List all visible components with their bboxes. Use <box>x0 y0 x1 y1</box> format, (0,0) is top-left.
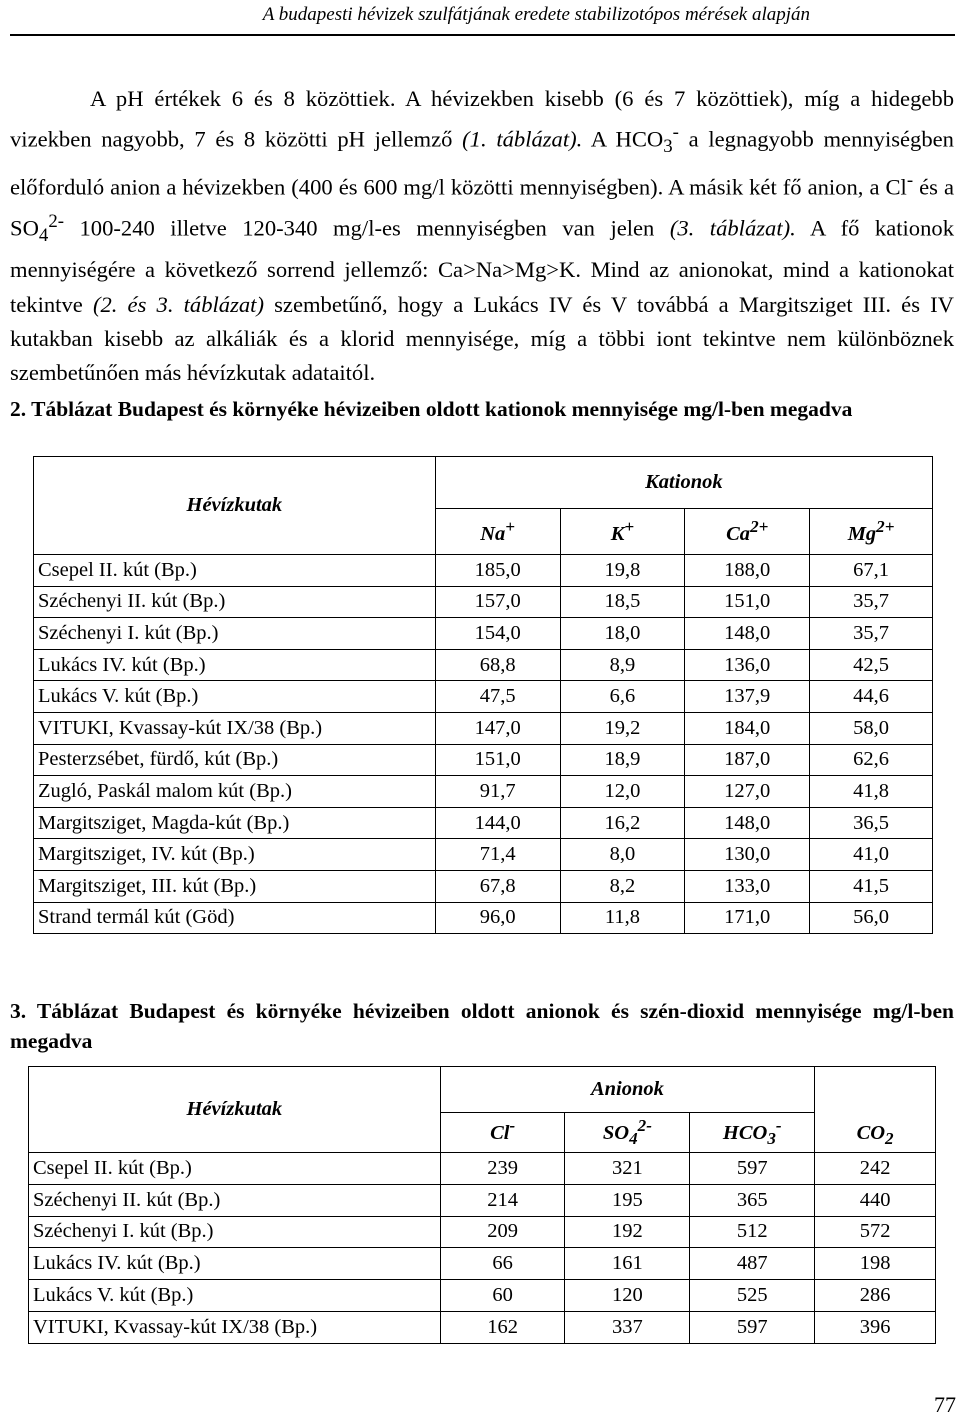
table-ref: (2. és 3. táblázat) <box>92 291 264 317</box>
text-span: A pH értékek 6 és 8 közöttiek. A hévizekben kisebb (6 és 7 közöttiek), míg a hidegebb vizekben nagyobb, 7 és 8 közötti pH jellemző <box>10 86 954 152</box>
table3-caption: 3. Táblázat Budapest és környéke hévizeiben oldott anionok és szén-dioxid mennyisége mg/l-ben megadva <box>10 999 954 1053</box>
table-row <box>34 586 933 618</box>
table-row <box>34 776 933 808</box>
value-cell: 239 <box>440 1153 565 1185</box>
well-name: VITUKI, Kvassay-kút IX/38 (Bp.) <box>29 1311 441 1343</box>
well-name: Strand termál kút (Göd) <box>34 902 436 934</box>
paragraph-text <box>10 82 954 390</box>
value-cell: 68,8 <box>435 649 560 681</box>
text-span: szembetűnő, hogy a Lukács IV és V továbbá a Margitsziget III. és IV kutakban kisebb az alkáliák és a klorid mennyisége, míg a többi iont tekintve nem különböznek szembetűnően más hévízkutak adataitól. <box>10 291 954 386</box>
value-cell: 184,0 <box>685 712 810 744</box>
value-cell: 214 <box>440 1184 565 1216</box>
value-cell: 41,0 <box>810 839 933 871</box>
value-cell: 18,9 <box>560 744 685 776</box>
table-row <box>34 555 933 587</box>
well-name: Zugló, Paskál malom kút (Bp.) <box>34 776 436 808</box>
column-header: $Mg^{2+}$ <box>810 509 933 555</box>
value-cell: 144,0 <box>435 807 560 839</box>
column-header: Na+ <box>435 509 560 555</box>
value-cell: 597 <box>690 1311 815 1343</box>
value-cell: 148,0 <box>685 618 810 650</box>
text-span: 100-240 illetve 120-340 mg/l-es mennyiségben van jelen <box>64 215 670 241</box>
group-header: Kationok <box>435 457 932 509</box>
header-rule <box>10 34 955 36</box>
table-row <box>29 1153 936 1185</box>
anions-table <box>28 1066 936 1344</box>
value-cell: 185,0 <box>435 555 560 587</box>
value-cell: 56,0 <box>810 902 933 934</box>
superscript: 2- <box>48 211 64 233</box>
table-row <box>34 681 933 713</box>
value-cell: 572 <box>815 1216 936 1248</box>
superscript: - <box>906 170 914 192</box>
text-span: a legnagyobb mennyiségben előforduló anion a hévizekben (400 és 600 mg/l közötti mennyiségben). A másik két fő anion, a Cl <box>10 126 954 200</box>
well-name: Csepel II. kút (Bp.) <box>29 1153 441 1185</box>
column-header: $Ca^{2+}$ <box>685 509 810 555</box>
well-name: Pesterzsébet, fürdő, kút (Bp.) <box>34 744 436 776</box>
value-cell: 130,0 <box>685 839 810 871</box>
value-cell: 188,0 <box>685 555 810 587</box>
well-name: Lukács IV. kút (Bp.) <box>34 649 436 681</box>
value-cell: 209 <box>440 1216 565 1248</box>
well-name: Margitsziget, III. kút (Bp.) <box>34 870 436 902</box>
well-name: VITUKI, Kvassay-kút IX/38 (Bp.) <box>34 712 436 744</box>
table-row <box>34 839 933 871</box>
table-row <box>29 1216 936 1248</box>
value-cell: 18,0 <box>560 618 685 650</box>
value-cell: 147,0 <box>435 712 560 744</box>
well-name: Széchenyi I. kút (Bp.) <box>34 618 436 650</box>
value-cell: 8,0 <box>560 839 685 871</box>
value-cell: 58,0 <box>810 712 933 744</box>
value-cell: 60 <box>440 1280 565 1312</box>
cations-table <box>33 456 933 934</box>
value-cell: 71,4 <box>435 839 560 871</box>
subscript: 3 <box>663 136 673 158</box>
value-cell: 66 <box>440 1248 565 1280</box>
value-cell: 286 <box>815 1280 936 1312</box>
page-number: 77 <box>934 1392 956 1417</box>
value-cell: 597 <box>690 1153 815 1185</box>
value-cell: 162 <box>440 1311 565 1343</box>
well-name: Széchenyi I. kút (Bp.) <box>29 1216 441 1248</box>
column-header: K+ <box>560 509 685 555</box>
table-row <box>34 618 933 650</box>
table2-caption: 2. Táblázat Budapest és környéke hévizeiben oldott kationok mennyisége mg/l-ben megadva <box>10 397 853 421</box>
value-cell: 62,6 <box>810 744 933 776</box>
table-row <box>29 1311 936 1343</box>
value-cell: 16,2 <box>560 807 685 839</box>
column-header: $HCO_3^-$ <box>690 1113 815 1153</box>
value-cell: 151,0 <box>685 586 810 618</box>
table-row <box>29 1184 936 1216</box>
well-name: Széchenyi II. kút (Bp.) <box>29 1184 441 1216</box>
value-cell: 41,8 <box>810 776 933 808</box>
table-row <box>34 807 933 839</box>
table-row <box>34 744 933 776</box>
value-cell: 154,0 <box>435 618 560 650</box>
well-name: Széchenyi II. kút (Bp.) <box>34 586 436 618</box>
column-header: $SO_4^{2-}$ <box>565 1113 690 1153</box>
value-cell: 171,0 <box>685 902 810 934</box>
value-cell: 91,7 <box>435 776 560 808</box>
value-cell: 41,5 <box>810 870 933 902</box>
value-cell: 148,0 <box>685 807 810 839</box>
table-row <box>29 1248 936 1280</box>
table-ref: (3. táblázat). <box>669 215 796 241</box>
row-header: Hévízkutak <box>29 1067 441 1153</box>
subscript: 4 <box>38 225 49 247</box>
value-cell: 11,8 <box>560 902 685 934</box>
value-cell: 12,0 <box>560 776 685 808</box>
value-cell: 512 <box>690 1216 815 1248</box>
value-cell: 396 <box>815 1311 936 1343</box>
value-cell: 242 <box>815 1153 936 1185</box>
running-title: A budapesti hévizek szulfátjának eredete stabilizotópos mérések alapján <box>262 4 810 25</box>
value-cell: 19,2 <box>560 712 685 744</box>
value-cell: 487 <box>690 1248 815 1280</box>
text-span: és a SO <box>10 174 954 241</box>
well-name: Lukács V. kút (Bp.) <box>29 1280 441 1312</box>
well-name: Margitsziget, Magda-kút (Bp.) <box>34 807 436 839</box>
value-cell: 321 <box>565 1153 690 1185</box>
value-cell: 6,6 <box>560 681 685 713</box>
value-cell: 157,0 <box>435 586 560 618</box>
value-cell: 137,9 <box>685 681 810 713</box>
value-cell: 67,8 <box>435 870 560 902</box>
table-row <box>34 870 933 902</box>
well-name: Lukács V. kút (Bp.) <box>34 681 436 713</box>
value-cell: 18,5 <box>560 586 685 618</box>
running-header <box>0 0 960 40</box>
value-cell: 96,0 <box>435 902 560 934</box>
well-name: Csepel II. kút (Bp.) <box>34 555 436 587</box>
value-cell: 35,7 <box>810 586 933 618</box>
value-cell: 44,6 <box>810 681 933 713</box>
value-cell: 440 <box>815 1184 936 1216</box>
value-cell: 120 <box>565 1280 690 1312</box>
value-cell: 192 <box>565 1216 690 1248</box>
table-row <box>34 902 933 934</box>
value-cell: 525 <box>690 1280 815 1312</box>
value-cell: 127,0 <box>685 776 810 808</box>
value-cell: 47,5 <box>435 681 560 713</box>
value-cell: 337 <box>565 1311 690 1343</box>
text-span: A fő kationok mennyiségére a következő sorrend jellemző: Ca>Na>Mg>K. Mind az anionokat, mind a kationokat tekintve <box>10 215 954 317</box>
superscript: - <box>672 122 679 144</box>
value-cell: 133,0 <box>685 870 810 902</box>
row-header: Hévízkutak <box>34 457 436 555</box>
table-row <box>29 1280 936 1312</box>
value-cell: 8,9 <box>560 649 685 681</box>
well-name: Margitsziget, IV. kút (Bp.) <box>34 839 436 871</box>
value-cell: 19,8 <box>560 555 685 587</box>
value-cell: 8,2 <box>560 870 685 902</box>
header-blank <box>815 1067 936 1113</box>
value-cell: 42,5 <box>810 649 933 681</box>
value-cell: 136,0 <box>685 649 810 681</box>
group-header: Anionok <box>440 1067 814 1113</box>
table-ref: (1. táblázat). <box>462 126 583 152</box>
table-row <box>34 712 933 744</box>
value-cell: 187,0 <box>685 744 810 776</box>
value-cell: 161 <box>565 1248 690 1280</box>
value-cell: 36,5 <box>810 807 933 839</box>
value-cell: 195 <box>565 1184 690 1216</box>
value-cell: 67,1 <box>810 555 933 587</box>
well-name: Lukács IV. kút (Bp.) <box>29 1248 441 1280</box>
text-span: A HCO <box>582 126 664 152</box>
value-cell: 151,0 <box>435 744 560 776</box>
column-header: $CO_2$ <box>815 1113 936 1153</box>
value-cell: 365 <box>690 1184 815 1216</box>
body-paragraph <box>10 82 954 390</box>
value-cell: 35,7 <box>810 618 933 650</box>
column-header: Cl- <box>440 1113 565 1153</box>
table-row <box>34 649 933 681</box>
value-cell: 198 <box>815 1248 936 1280</box>
